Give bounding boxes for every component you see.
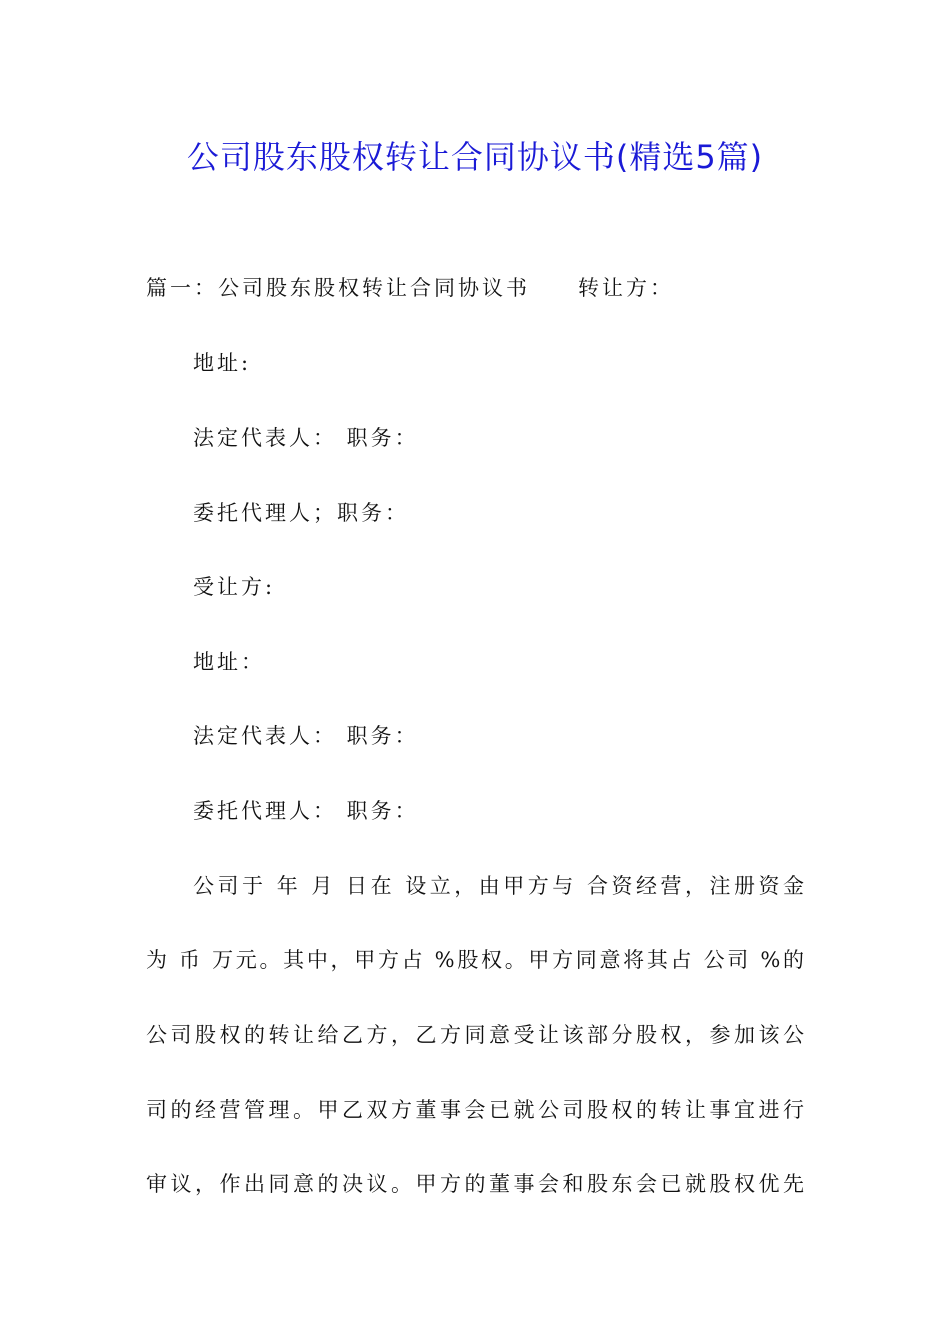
paragraph-line: 司的经营管理。甲乙双方董事会已就公司股权的转让事宜进行 (146, 1098, 806, 1122)
paragraph-line: 为 币 万元。其中，甲方占 %股权。甲方同意将其占 公司 %的 (146, 948, 806, 972)
transferee-agent: 委托代理人： 职务： (193, 799, 419, 823)
paragraph-line: 审议，作出同意的决议。甲方的董事会和股东会已就股权优先 (146, 1172, 806, 1196)
transferor-address: 地址: (193, 351, 252, 375)
transferee-legal-rep: 法定代表人： 职务： (193, 724, 419, 748)
transferee-label: 受让方: (193, 575, 276, 599)
transferee-address: 地址： (193, 650, 265, 674)
transferor-agent: 委托代理人；职务： (193, 501, 409, 525)
transferor-label: 转让方： (578, 276, 674, 300)
document-title: 公司股东股权转让合同协议书(精选5篇) (186, 138, 764, 176)
paragraph-line: 公司于 年 月 日在 设立，由甲方与 合资经营，注册资金 (193, 874, 806, 898)
transferor-legal-rep: 法定代表人： 职务： (193, 426, 419, 450)
paragraph-line: 公司股权的转让给乙方，乙方同意受让该部分股权，参加该公 (146, 1023, 806, 1047)
header-line (146, 272, 674, 302)
part-heading: 篇一：公司股东股权转让合同协议书 (146, 276, 530, 300)
